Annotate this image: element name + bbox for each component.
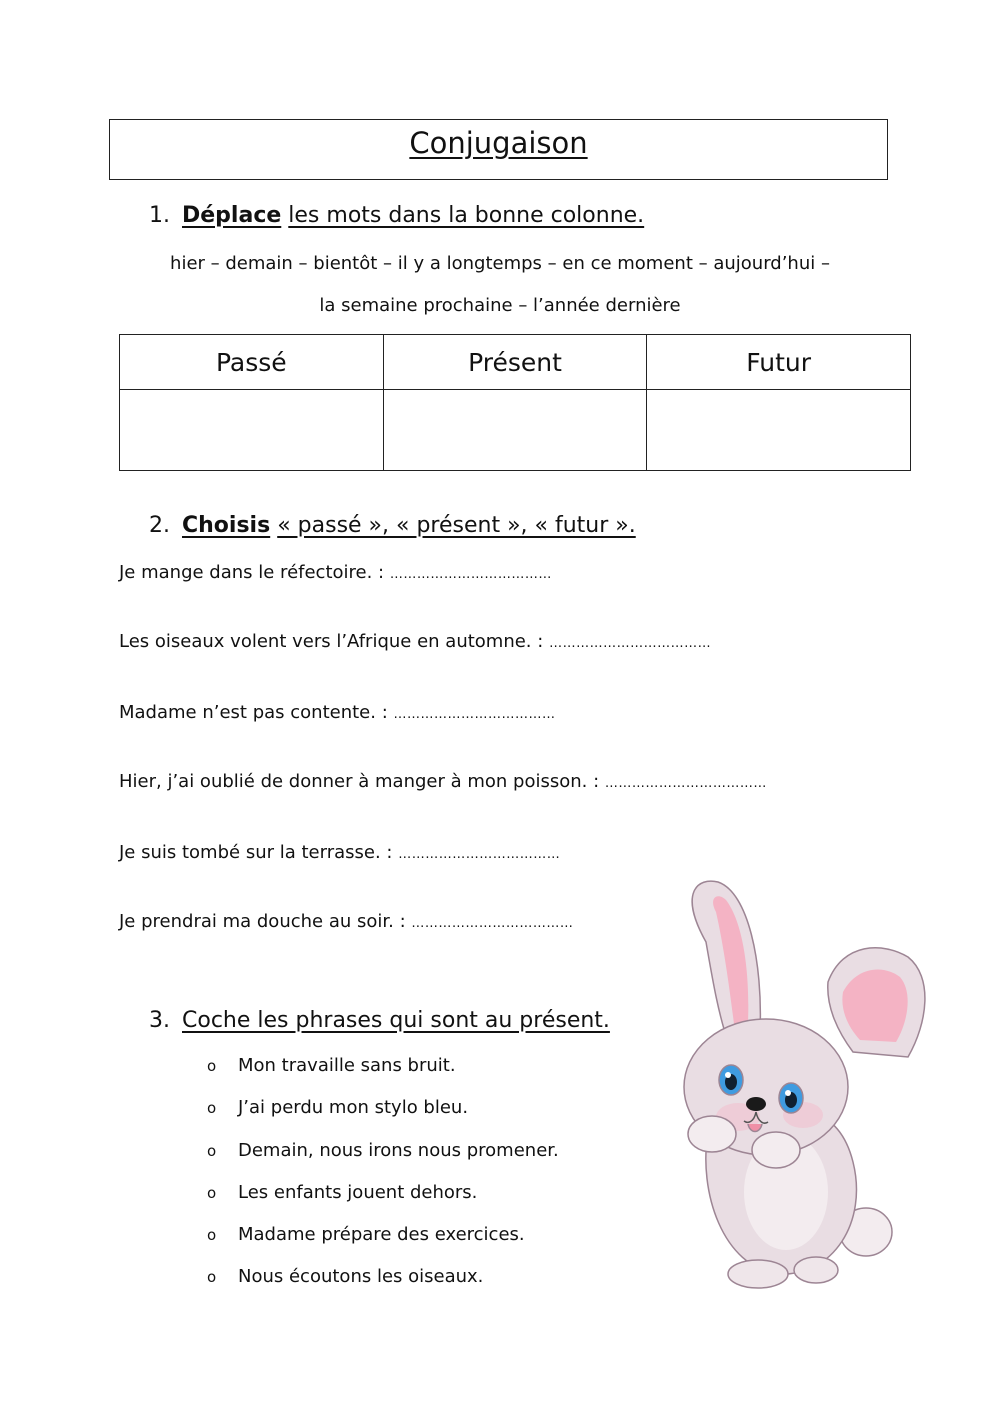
answer-blank[interactable]: ……………………………… [411, 916, 574, 931]
checkbox-circle-icon[interactable]: o [207, 1226, 217, 1244]
checkbox-label: J’ai perdu mon stylo bleu. [238, 1097, 469, 1118]
sentence-text: Les oiseaux volent vers l’Afrique en automne. : [119, 631, 544, 652]
bunny-icon [668, 872, 940, 1292]
drop-zone-future[interactable] [647, 390, 911, 471]
sentence-text: Madame n’est pas contente. : [119, 702, 388, 723]
question-2-instruction: « passé », « présent », « futur ». [277, 513, 636, 538]
sentence-text: Je prendrai ma douche au soir. : [119, 911, 406, 932]
drop-zone-present[interactable] [383, 390, 647, 471]
question-1-heading [149, 203, 644, 228]
word-bank-line-1[interactable]: hier – demain – bientôt – il y a longtemps – en ce moment – aujourd’hui – [170, 253, 830, 274]
answer-blank[interactable]: ……………………………… [389, 567, 552, 582]
sentence-row [119, 631, 711, 652]
drop-zone-past[interactable] [120, 390, 384, 471]
question-3-number: 3. [149, 1008, 170, 1033]
sentence-row [119, 771, 767, 792]
checkbox-circle-icon[interactable]: o [207, 1184, 217, 1202]
checkbox-item[interactable] [207, 1055, 456, 1076]
question-1-number: 1. [149, 203, 170, 228]
sentence-row [119, 702, 556, 723]
answer-blank[interactable]: ……………………………… [398, 847, 561, 862]
bunny-illustration [668, 872, 940, 1292]
checkbox-item[interactable] [207, 1224, 525, 1245]
column-header-present: Présent [383, 335, 647, 390]
question-2-heading [149, 513, 636, 538]
checkbox-circle-icon[interactable]: o [207, 1142, 217, 1160]
answer-blank[interactable]: ……………………………… [604, 776, 767, 791]
column-header-future: Futur [647, 335, 911, 390]
title-box [109, 119, 888, 180]
question-1-instruction: les mots dans la bonne colonne. [288, 203, 645, 228]
word-bank-line-2[interactable]: la semaine prochaine – l’année dernière [319, 295, 681, 316]
checkbox-item[interactable] [207, 1266, 483, 1287]
checkbox-circle-icon[interactable]: o [207, 1099, 217, 1117]
answer-blank[interactable]: ……………………………… [549, 636, 712, 651]
sentence-row [119, 911, 573, 932]
sentence-row [119, 562, 552, 583]
checkbox-label: Nous écoutons les oiseaux. [238, 1266, 484, 1287]
sentence-text: Je suis tombé sur la terrasse. : [119, 842, 393, 863]
sentence-text: Hier, j’ai oublié de donner à manger à mon poisson. : [119, 771, 600, 792]
checkbox-circle-icon[interactable]: o [207, 1268, 217, 1286]
checkbox-circle-icon[interactable]: o [207, 1057, 217, 1075]
sentence-row [119, 842, 560, 863]
sentence-text: Je mange dans le réfectoire. : [119, 562, 385, 583]
checkbox-label: Madame prépare des exercices. [238, 1224, 525, 1245]
checkbox-label: Demain, nous irons nous promener. [238, 1140, 559, 1161]
column-header-past: Passé [120, 335, 384, 390]
question-1-verb: Déplace [182, 203, 282, 228]
checkbox-label: Mon travaille sans bruit. [238, 1055, 456, 1076]
checkbox-item[interactable] [207, 1182, 477, 1203]
checkbox-item[interactable] [207, 1097, 468, 1118]
checkbox-label: Les enfants jouent dehors. [238, 1182, 478, 1203]
question-3-instruction: Coche les phrases qui sont au présent. [182, 1008, 610, 1033]
page-title: Conjugaison [409, 126, 588, 160]
checkbox-item[interactable] [207, 1140, 559, 1161]
tense-table [119, 334, 911, 471]
question-2-verb: Choisis [182, 513, 271, 538]
answer-blank[interactable]: ……………………………… [393, 707, 556, 722]
question-2-number: 2. [149, 513, 170, 538]
question-3-heading [149, 1008, 610, 1033]
